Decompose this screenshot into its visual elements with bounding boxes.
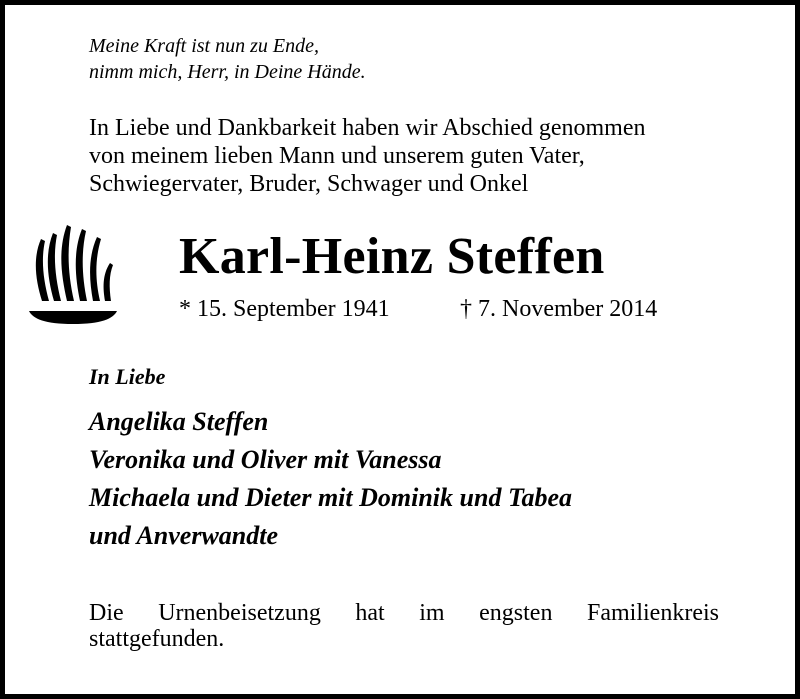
motto-line: nimm mich, Herr, in Deine Hände. <box>89 61 366 83</box>
mourners-heading: In Liebe <box>89 364 166 389</box>
deceased-name: Karl-Heinz Steffen <box>179 228 605 285</box>
motto-line: Meine Kraft ist nun zu Ende, <box>89 35 319 57</box>
intro-line: Schwiegervater, Bruder, Schwager und Onkel <box>89 171 529 197</box>
closing-line: stattgefunden. <box>89 626 225 652</box>
mourner-line: Angelika Steffen <box>89 407 269 436</box>
intro-text <box>89 114 646 198</box>
flame-bowl-icon <box>27 223 119 331</box>
closing-note <box>89 600 719 652</box>
birth-date: * 15. September 1941 <box>179 296 390 322</box>
mourners-list <box>89 403 572 555</box>
death-date: † 7. November 2014 <box>460 296 658 322</box>
mourner-line: und Anverwandte <box>89 521 279 550</box>
motto-verse <box>89 33 366 85</box>
mourner-line: Michaela und Dieter mit Dominik und Tabea <box>89 483 572 512</box>
intro-line: In Liebe und Dankbarkeit haben wir Abschied genommen <box>89 115 646 141</box>
intro-line: von meinem lieben Mann und unserem guten Vater, <box>89 143 585 169</box>
closing-line: Die Urnenbeisetzung hat im engsten Familienkreis <box>89 600 719 626</box>
mourner-line: Veronika und Oliver mit Vanessa <box>89 445 442 474</box>
